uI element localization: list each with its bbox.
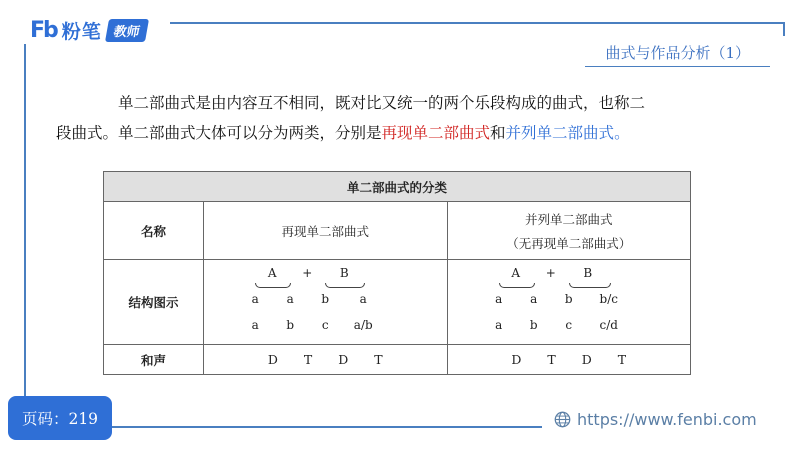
harmony-chord: T — [547, 352, 556, 367]
table-row — [104, 260, 691, 345]
cell-reprise-harmony — [204, 345, 448, 375]
phrase-cell: b — [564, 292, 573, 306]
section-title: 曲式与作品分析（1） — [605, 44, 750, 62]
brace-b — [325, 283, 365, 288]
frame-top-line — [170, 22, 785, 24]
reprise-structure-diagram — [250, 266, 400, 338]
cell-parallel-harmony — [447, 345, 691, 375]
term-reprise: 再现单二部曲式 — [381, 124, 491, 142]
section-b-label: B — [339, 266, 349, 280]
intro-paragraph — [56, 88, 656, 148]
harmony-chord: D — [267, 352, 278, 367]
plus-sign: + — [302, 266, 313, 280]
phrase-cell: c — [321, 318, 329, 332]
paragraph-end: 。 — [614, 124, 630, 142]
table-caption: 单二部曲式的分类 — [104, 172, 691, 202]
cell-reprise-structure — [204, 260, 448, 345]
reprise-name: 再现单二部曲式 — [281, 223, 369, 239]
table-row — [104, 202, 691, 260]
cell-reprise-name — [204, 202, 448, 260]
brace-a — [499, 283, 535, 288]
paragraph-main: 单二部曲式是由内容互不相同，既对比又统一的两个乐段构成的曲式，也称二段曲式。单二部曲式大体可以分为两类，分别是 — [56, 94, 646, 142]
term-parallel: 并列单二部曲式 — [505, 124, 615, 142]
phrase-cell: a — [530, 292, 538, 306]
phrase-cell: a — [286, 292, 294, 306]
row-header-name: 名称 — [104, 202, 204, 260]
phrase-cell: a — [359, 292, 367, 306]
page-number-badge: 页码：219 — [8, 396, 112, 440]
harmony-chord: D — [511, 352, 522, 367]
fenbi-logo — [30, 17, 147, 44]
paragraph-conj: 和 — [490, 124, 506, 142]
plus-sign: + — [545, 266, 556, 280]
phrase-cell: a — [251, 318, 259, 332]
phrase-cell: b — [286, 318, 295, 332]
row-header-harmony: 和声 — [104, 345, 204, 375]
frame-left-line — [24, 44, 26, 404]
section-a-label: A — [511, 266, 521, 280]
classification-table — [103, 171, 691, 375]
harmony-chord: D — [581, 352, 592, 367]
phrase-cell: c — [565, 318, 573, 332]
cell-parallel-name — [447, 202, 691, 260]
harmony-chord: T — [303, 352, 313, 367]
website-url: https://www.fenbi.com — [577, 410, 757, 429]
harmony-chord: T — [617, 352, 627, 367]
parallel-harmony — [448, 352, 691, 367]
phrase-cell: a — [495, 292, 503, 306]
phrase-cell: b — [321, 292, 330, 306]
harmony-chord: T — [374, 352, 383, 367]
parallel-note: （无再现单二部曲式） — [506, 235, 632, 251]
parallel-structure-diagram — [494, 266, 644, 338]
phrase-cell: a — [251, 292, 259, 306]
website-link[interactable] — [554, 410, 757, 429]
frame-bottom-line — [112, 426, 542, 428]
brace-a — [255, 283, 291, 288]
section-a-label: A — [267, 266, 277, 280]
logo-mark: Fb — [30, 18, 57, 43]
phrase-cell: b/c — [599, 292, 618, 306]
brace-b — [569, 283, 611, 288]
phrase-cell: a/b — [353, 318, 373, 332]
harmony-chord: D — [338, 352, 349, 367]
phrase-cell: a — [495, 318, 503, 332]
title-underline — [585, 66, 770, 67]
frame-right-tick — [783, 22, 785, 36]
cell-parallel-structure — [447, 260, 691, 345]
row-header-structure: 结构图示 — [104, 260, 204, 345]
table-row — [104, 345, 691, 375]
parallel-name: 并列单二部曲式 — [524, 211, 613, 227]
section-b-label: B — [583, 266, 593, 280]
logo-text: 粉笔 — [61, 21, 102, 43]
phrase-cell: b — [529, 318, 538, 332]
logo-badge: 教师 — [105, 19, 149, 42]
phrase-cell: c/d — [599, 318, 618, 332]
reprise-harmony — [204, 352, 447, 367]
globe-icon — [554, 411, 571, 428]
